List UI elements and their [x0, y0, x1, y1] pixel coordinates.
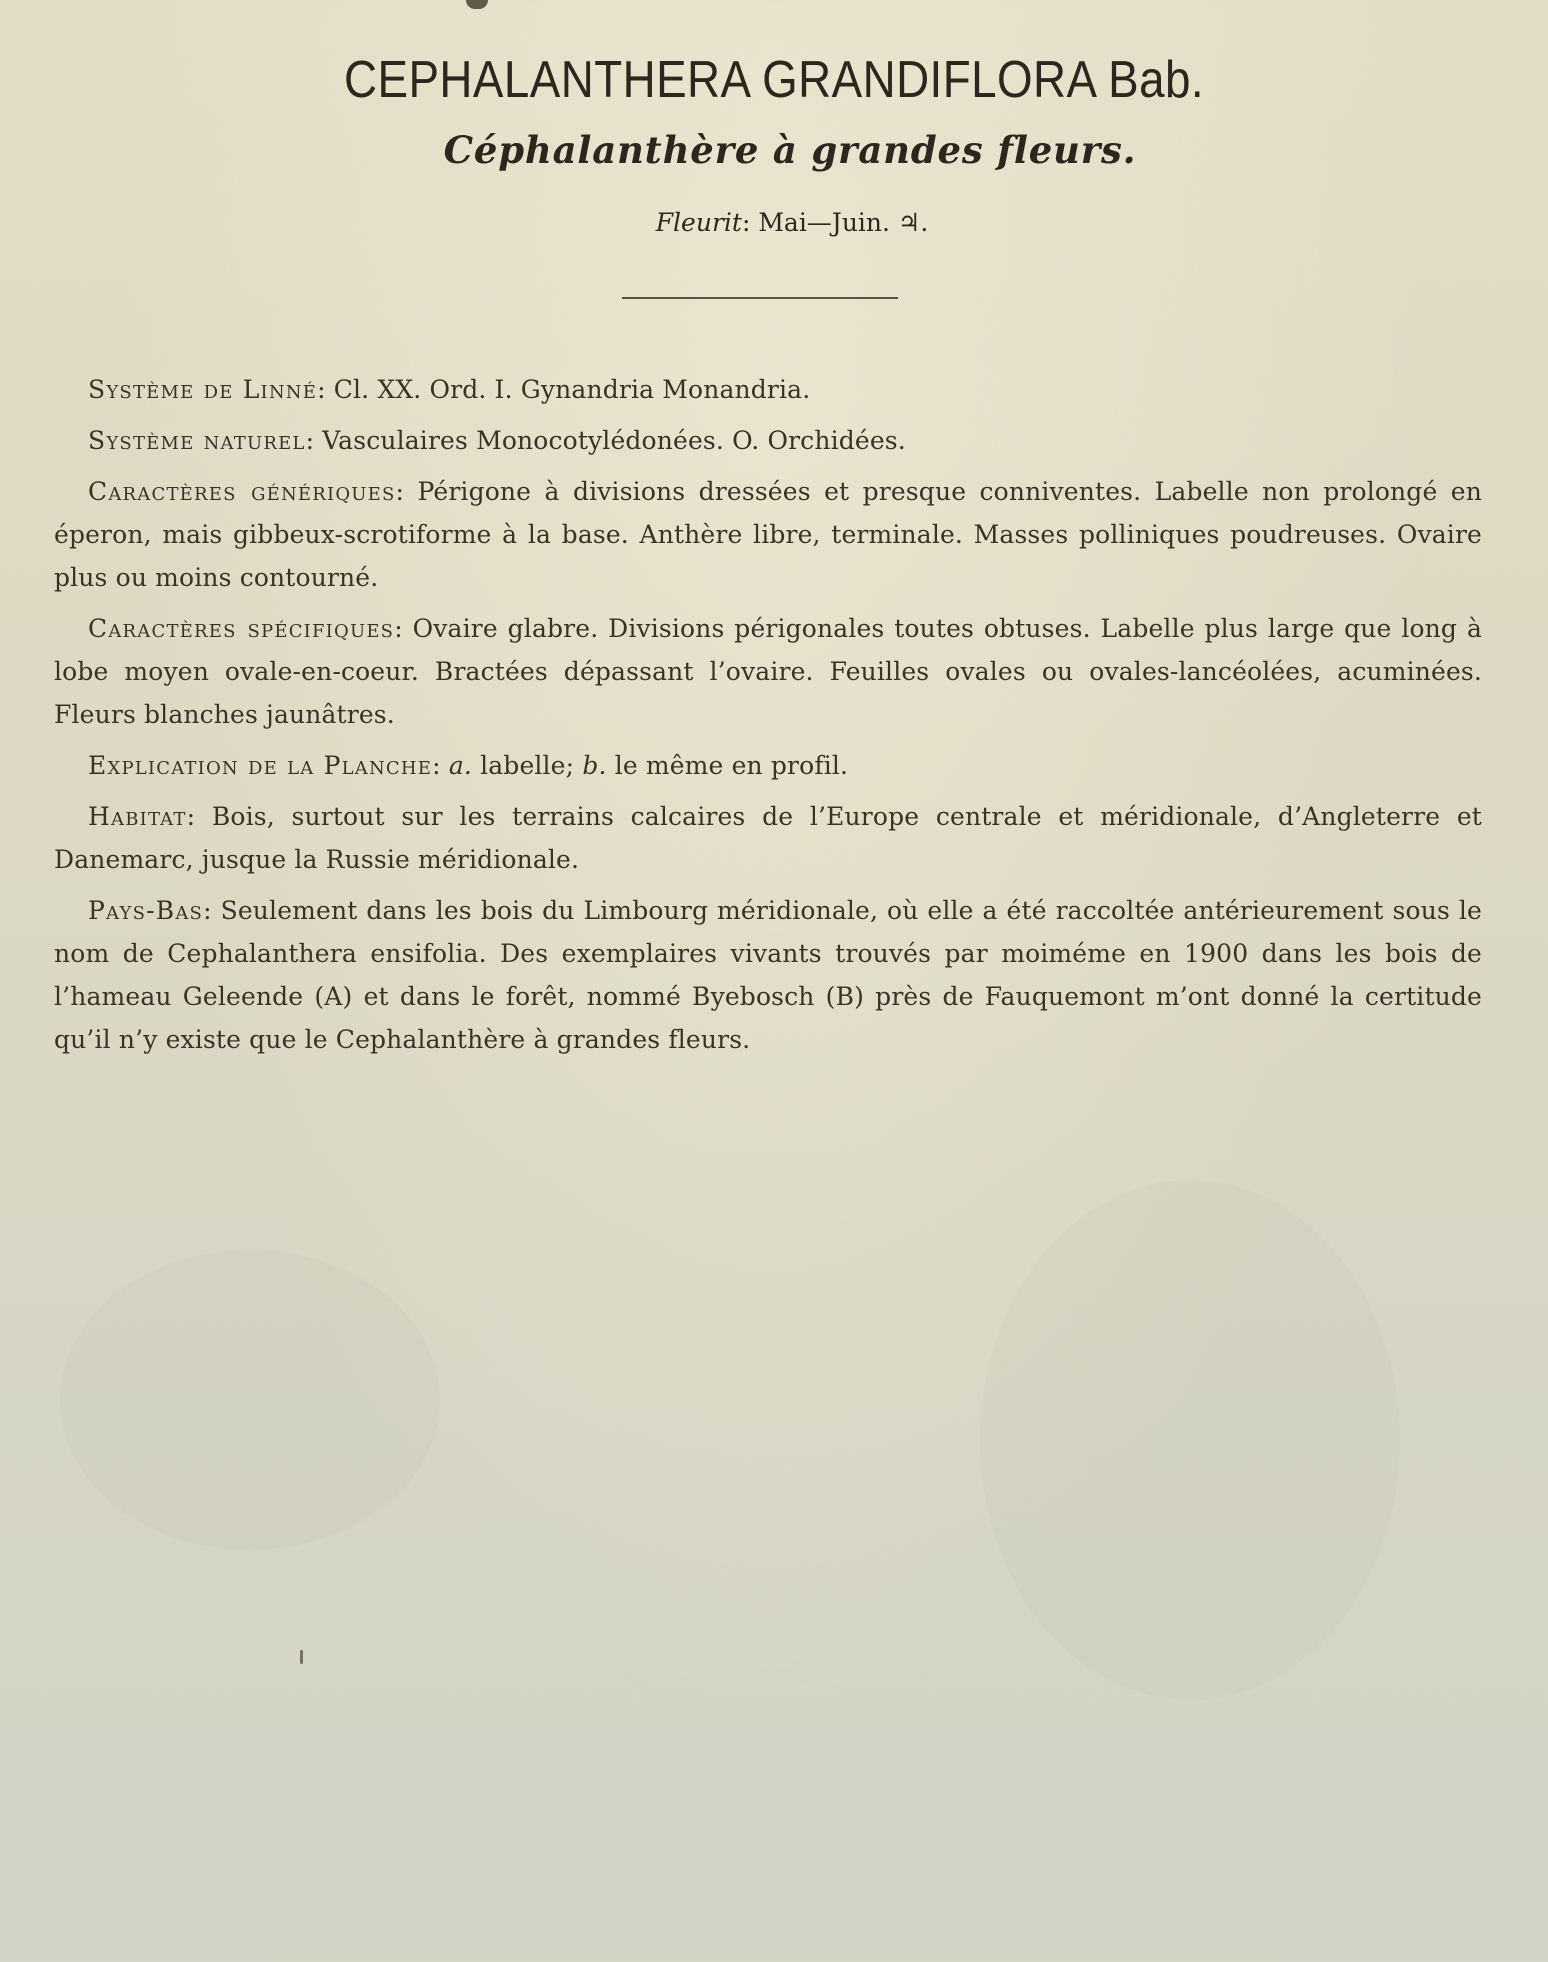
- paper-stain: [980, 1180, 1400, 1700]
- paragraph-text: Cl. XX. Ord. I. Gynandria Monandria.: [333, 375, 811, 404]
- flowering-label: Fleurit: [655, 208, 742, 237]
- flowering-period: Fleurit: Mai—Juin. ♃.: [655, 208, 929, 237]
- figure-a-text: labelle;: [480, 751, 575, 780]
- divider-rule: [622, 297, 898, 299]
- figure-b-label: b.: [582, 751, 607, 780]
- common-name: Céphalanthère à grandes fleurs.: [443, 128, 1137, 172]
- paragraph-text: Périgone à divisions dressées et presque conniventes. Labelle non prolongé en éperon, mais gibbeux-scrotiforme à la base. Anthère libre, terminale. Masses polliniques poudreuses. Ovaire plus ou moins contourné.: [54, 477, 1483, 592]
- paragraph-text: Ovaire glabre. Divisions périgonales toutes obtuses. Labelle plus large que long à lobe moyen ovale-en-coeur. Bractées dépassant l’ovaire. Feuilles ovales ou ovales-lancéolées, acuminées. Fleurs blanches jaunâtres.: [54, 614, 1482, 729]
- paragraph-label: Caractères spécifiques: [88, 614, 395, 643]
- paragraph-pays-bas: Pays-Bas: Seulement dans les bois du Limbourg méridionale, où elle a été raccoltée antérieurement sous le nom de Cephalanthera ensifolia. Des exemplaires vivants trouvés par moiméme en 1900 dans les bois de l’hameau Geleende (A) et dans le forêt, nommé Byebosch (B) près de Fauquemont m’ont donné la certitude qu’il n’y existe que le Cephalanthère à grandes fleurs.: [54, 896, 1482, 1054]
- paragraph-label: Système de Linné: [88, 375, 318, 404]
- paragraph-text: Seulement dans les bois du Limbourg méridionale, où elle a été raccoltée antérieurement sous le nom de Cephalanthera ensifolia. Des exemplaires vivants trouvés par moiméme en 1900 dans les bois de l’hameau Geleende (A) et dans le forêt, nommé Byebosch (B) près de Fauquemont m’ont donné la certitude qu’il n’y existe que le Cephalanthère à grandes fleurs.: [54, 896, 1482, 1054]
- paragraph-naturel: Système naturel: Vasculaires Monocotylédonées. O. Orchidées.: [88, 426, 906, 455]
- ink-mark: [300, 1650, 303, 1664]
- figure-a-label: a.: [448, 751, 472, 780]
- paragraph-label: Habitat: [88, 802, 187, 831]
- paragraph-label: Pays-Bas: [88, 896, 204, 925]
- paragraph-generiques: Caractères génériques: Périgone à divisions dressées et presque conniventes. Labelle non prolongé en éperon, mais gibbeux-scrotiforme à la base. Anthère libre, terminale. Masses polliniques poudreuses. Ovaire plus ou moins contourné.: [54, 477, 1483, 592]
- paper-stain: [60, 1250, 440, 1550]
- ink-speck: [466, 0, 488, 9]
- figure-b-text: le même en profil.: [614, 751, 849, 780]
- paragraph-label: Caractères génériques: [88, 477, 396, 506]
- paragraph-label: Système naturel: [88, 426, 306, 455]
- paragraph-linne: Système de Linné: Cl. XX. Ord. I. Gynandria Monandria.: [88, 375, 811, 404]
- paragraph-label: Explication de la Planche: [88, 751, 433, 780]
- paragraph-planche: Explication de la Planche: a. labelle; b. le même en profil.: [88, 751, 849, 780]
- paragraph-habitat: Habitat: Bois, surtout sur les terrains calcaires de l’Europe centrale et méridionale, d’Angleterre et Danemarc, jusque la Russie méridionale.: [54, 802, 1483, 874]
- paragraph-text: Bois, surtout sur les terrains calcaires de l’Europe centrale et méridionale, d’Angleterre et Danemarc, jusque la Russie méridionale.: [54, 802, 1483, 874]
- paragraph-specifiques: Caractères spécifiques: Ovaire glabre. Divisions périgonales toutes obtuses. Labelle plus large que long à lobe moyen ovale-en-coeur. Bractées dépassant l’ovaire. Feuilles ovales ou ovales-lancéolées, acuminées. Fleurs blanches jaunâtres.: [54, 614, 1482, 729]
- species-title: CEPHALANTHERA GRANDIFLORA Bab.: [343, 51, 1205, 109]
- description-body: [54, 368, 1482, 1069]
- paragraph-text: Vasculaires Monocotylédonées. O. Orchidées.: [322, 426, 906, 455]
- flowering-value: Mai—Juin. ♃.: [758, 208, 929, 237]
